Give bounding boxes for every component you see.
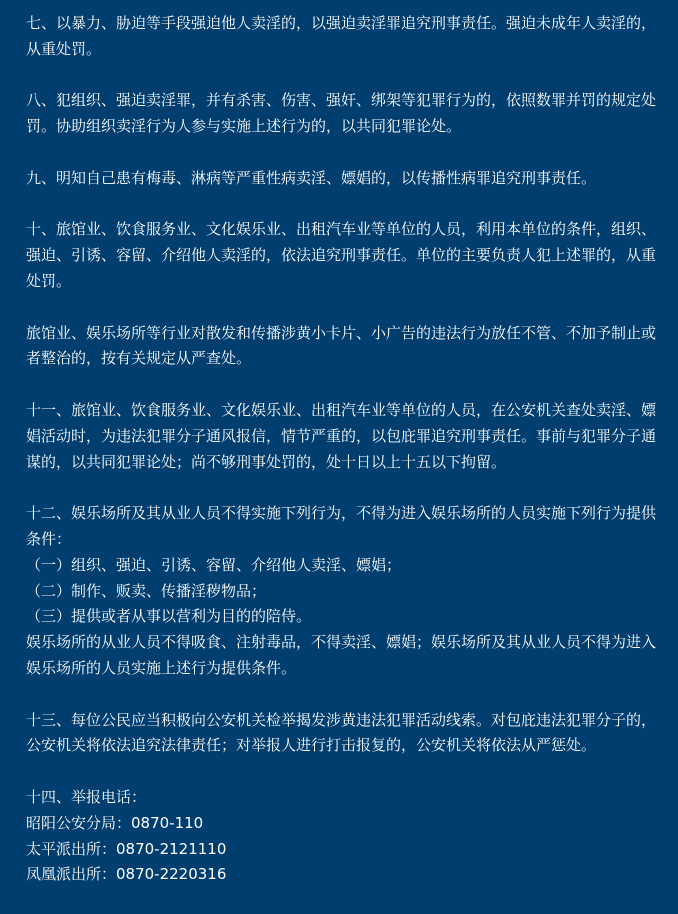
paragraph-9: 九、明知自己患有梅毒、淋病等严重性病卖淫、嫖娼的，以传播性病罪追究刑事责任。 bbox=[26, 168, 597, 187]
hotline-fenghuang: 凤凰派出所：0870-2220316 bbox=[26, 865, 227, 884]
paragraph-12-item-1: （一）组织、强迫、引诱、容留、介绍他人卖淫、嫖娼； bbox=[26, 555, 402, 574]
paragraph-11: 十一、旅馆业、饮食服务业、文化娱乐业、出租汽车业等单位的人员，在公安机关查处卖淫、嫖娼活动时，为违法犯罪分子通风报信，情节严重的，以包庇罪追究刑事责任。事前与犯罪分子通谋的，以共同犯罪论处；尚不够刑事处罚的，处十日以上十五以下拘留。 bbox=[26, 400, 657, 471]
paragraph-12-item-3: （三）提供或者从事以营利为目的的陪侍。 bbox=[26, 607, 312, 626]
paragraph-12-intro: 十二、娱乐场所及其从业人员不得实施下列行为，不得为进入娱乐场所的人员实施下列行为提供条件： bbox=[26, 504, 657, 548]
paragraph-12-tail: 娱乐场所的从业人员不得吸食、注射毒品，不得卖淫、嫖娼；娱乐场所及其从业人员不得为进入娱乐场所的人员实施上述行为提供条件。 bbox=[26, 633, 657, 677]
paragraph-7: 七、以暴力、胁迫等手段强迫他人卖淫的，以强迫卖淫罪追究刑事责任。强迫未成年人卖淫的，从重处罚。 bbox=[26, 14, 657, 58]
paragraph-10-supplement: 旅馆业、娱乐场所等行业对散发和传播涉黄小卡片、小广告的违法行为放任不管、不加予制止或者整治的，按有关规定从严查处。 bbox=[26, 323, 657, 368]
paragraph-12 bbox=[26, 501, 664, 682]
hotline-zhaoyang: 昭阳公安分局：0870-110 bbox=[26, 813, 204, 832]
paragraph-10: 十、旅馆业、饮食服务业、文化娱乐业、出租汽车业等单位的人员，利用本单位的条件，组织、强迫、引诱、容留、介绍他人卖淫的，依法追究刑事责任。单位的主要负责人犯上述罪的，从重处罚。 bbox=[26, 220, 657, 290]
hotline-taiping: 太平派出所：0870-2121110 bbox=[26, 839, 227, 858]
paragraph-13: 十三、每位公民应当积极向公安机关检举揭发涉黄违法犯罪活动线索。对包庇违法犯罪分子的，公安机关将依法追究法律责任；对举报人进行打击报复的，公安机关将依法从严惩处。 bbox=[26, 710, 657, 755]
paragraph-12-item-2: （二）制作、贩卖、传播淫秽物品； bbox=[26, 581, 267, 600]
paragraph-8: 八、犯组织、强迫卖淫罪，并有杀害、伤害、强奸、绑架等犯罪行为的，依照数罪并罚的规定处罚。协助组织卖淫行为人参与实施上述行为的，以共同犯罪论处。 bbox=[26, 91, 657, 136]
hotline-title: 十四、举报电话： bbox=[26, 787, 147, 806]
paragraph-14-hotlines bbox=[26, 785, 664, 888]
